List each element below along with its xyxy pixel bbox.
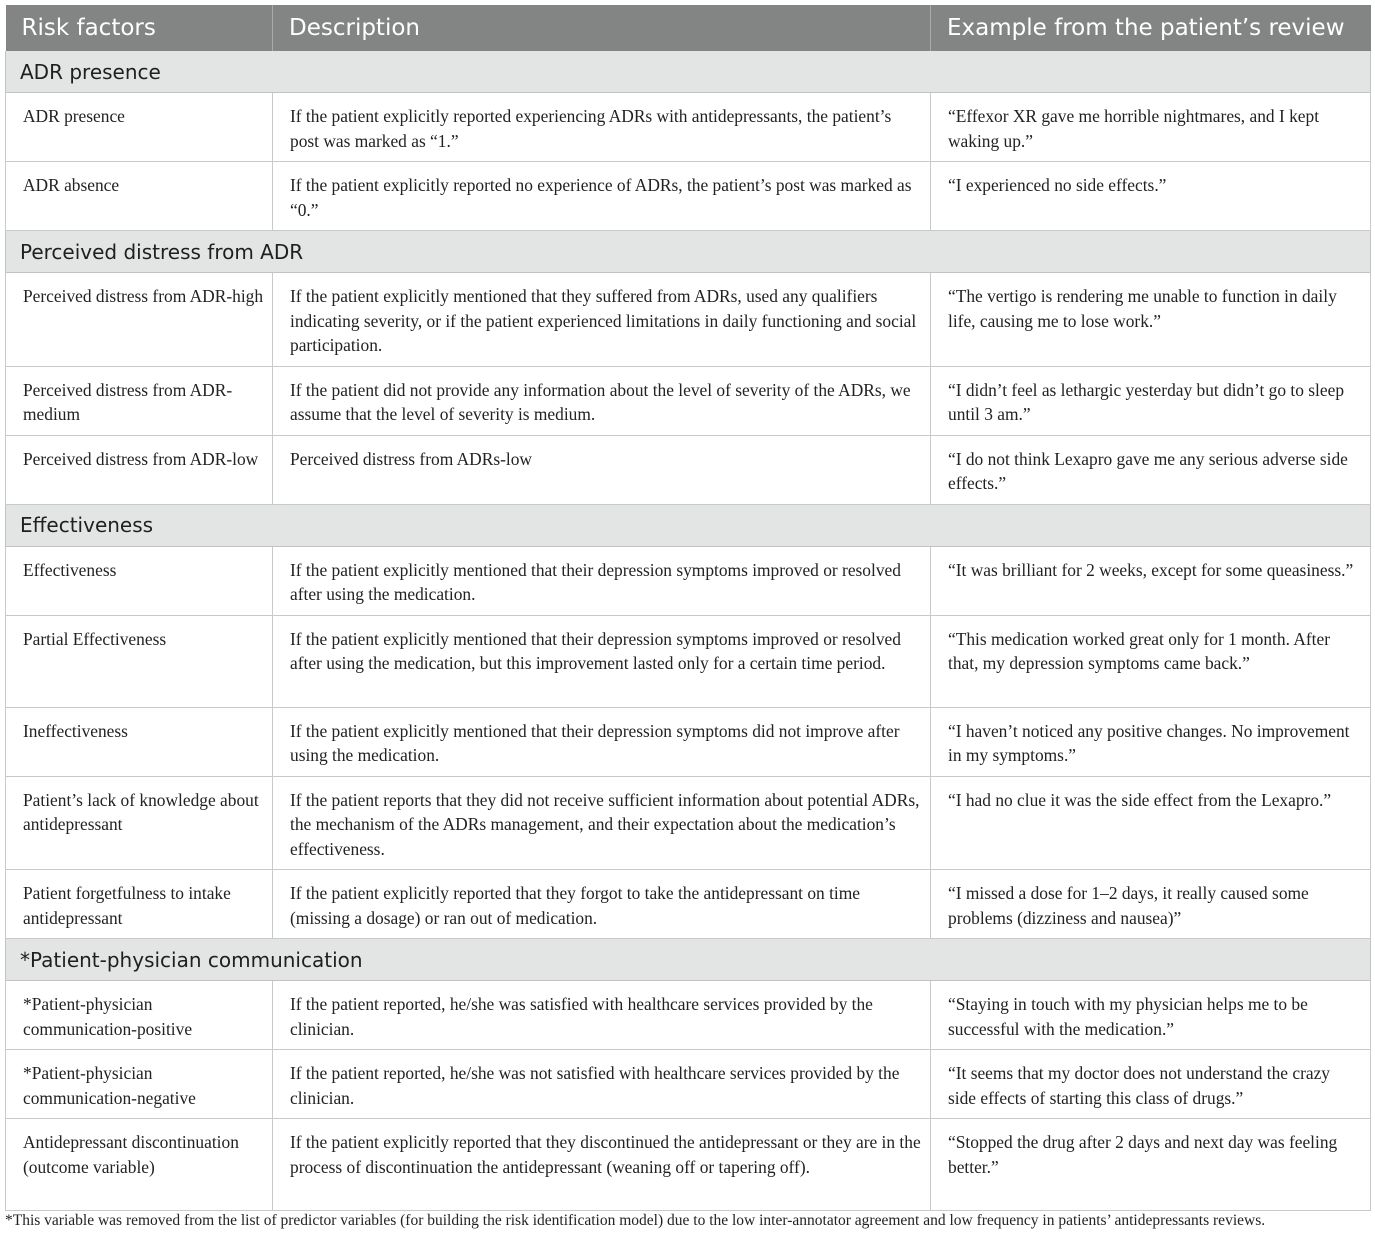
risk-factor-cell: Perceived distress from ADR-low <box>6 435 273 504</box>
risk-factor-cell: Ineffectiveness <box>6 707 273 776</box>
risk-factor-cell: Partial Effectiveness <box>6 615 273 707</box>
example-cell: “I experienced no side effects.” <box>931 162 1371 231</box>
description-cell: If the patient explicitly mentioned that they suffered from ADRs, used any qualifiers indicating severity, or if the patient experienced limitations in daily functioning and social participation. <box>273 273 931 367</box>
example-cell: “It seems that my doctor does not understand the crazy side effects of starting this class of drugs.” <box>931 1050 1371 1119</box>
table-row <box>6 707 1371 776</box>
description-cell: Perceived distress from ADRs-low <box>273 435 931 504</box>
description-cell: If the patient explicitly reported no experience of ADRs, the patient’s post was marked as “0.” <box>273 162 931 231</box>
example-cell: “The vertigo is rendering me unable to function in daily life, causing me to lose work.” <box>931 273 1371 367</box>
description-cell: If the patient reported, he/she was not satisfied with healthcare services provided by the clinician. <box>273 1050 931 1119</box>
risk-factor-cell: ADR presence <box>6 93 273 162</box>
example-cell: “Staying in touch with my physician helps me to be successful with the medication.” <box>931 981 1371 1050</box>
table-row <box>6 435 1371 504</box>
section-title: ADR presence <box>6 51 1371 93</box>
section-title: *Patient-physician communication <box>6 939 1371 981</box>
header-example: Example from the patient’s review <box>931 5 1371 51</box>
example-cell: “I haven’t noticed any positive changes. No improvement in my symptoms.” <box>931 707 1371 776</box>
description-cell: If the patient reported, he/she was satisfied with healthcare services provided by the clinician. <box>273 981 931 1050</box>
example-cell: “I didn’t feel as lethargic yesterday but didn’t go to sleep until 3 am.” <box>931 366 1371 435</box>
risk-factors-table <box>5 5 1371 1211</box>
example-cell: “This medication worked great only for 1 month. After that, my depression symptoms came back.” <box>931 615 1371 707</box>
table-row <box>6 162 1371 231</box>
section-row <box>6 939 1371 981</box>
risk-factors-table-container <box>5 5 1370 1211</box>
section-row <box>6 504 1371 546</box>
example-cell: “I had no clue it was the side effect from the Lexapro.” <box>931 776 1371 870</box>
table-row <box>6 870 1371 939</box>
risk-factor-cell: Perceived distress from ADR-medium <box>6 366 273 435</box>
header-risk-factors: Risk factors <box>6 5 273 51</box>
risk-factor-cell: Effectiveness <box>6 546 273 615</box>
risk-factor-cell: ADR absence <box>6 162 273 231</box>
description-cell: If the patient did not provide any information about the level of severity of the ADRs, we assume that the level of severity is medium. <box>273 366 931 435</box>
description-cell: If the patient explicitly mentioned that their depression symptoms improved or resolved after using the medication. <box>273 546 931 615</box>
description-cell: If the patient explicitly reported experiencing ADRs with antidepressants, the patient’s post was marked as “1.” <box>273 93 931 162</box>
example-cell: “I do not think Lexapro gave me any serious adverse side effects.” <box>931 435 1371 504</box>
example-cell: “It was brilliant for 2 weeks, except for some queasiness.” <box>931 546 1371 615</box>
description-cell: If the patient explicitly reported that they discontinued the antidepressant or they are in the process of discontinuation the antidepressant (weaning off or tapering off). <box>273 1119 931 1211</box>
table-row <box>6 273 1371 367</box>
table-header-row <box>6 5 1371 51</box>
table-footnote: *This variable was removed from the list of predictor variables (for building the risk identification model) due to the low inter-annotator agreement and low frequency in patients’ antidepressants reviews. <box>5 1212 1266 1229</box>
table-row <box>6 93 1371 162</box>
risk-factor-cell: Patient forgetfulness to intake antidepressant <box>6 870 273 939</box>
description-cell: If the patient explicitly mentioned that their depression symptoms did not improve after using the medication. <box>273 707 931 776</box>
risk-factor-cell: *Patient-physician communication-negative <box>6 1050 273 1119</box>
section-row <box>6 51 1371 93</box>
table-row <box>6 546 1371 615</box>
table-row <box>6 981 1371 1050</box>
section-row <box>6 231 1371 273</box>
table-row <box>6 1119 1371 1211</box>
risk-factor-cell: Perceived distress from ADR-high <box>6 273 273 367</box>
section-title: Effectiveness <box>6 504 1371 546</box>
table-row <box>6 366 1371 435</box>
description-cell: If the patient explicitly reported that they forgot to take the antidepressant on time (missing a dosage) or ran out of medication. <box>273 870 931 939</box>
risk-factor-cell: Antidepressant discontinuation (outcome variable) <box>6 1119 273 1211</box>
section-title: Perceived distress from ADR <box>6 231 1371 273</box>
example-cell: “I missed a dose for 1–2 days, it really caused some problems (dizziness and nausea)” <box>931 870 1371 939</box>
table-row <box>6 776 1371 870</box>
description-cell: If the patient reports that they did not receive sufficient information about potential ADRs, the mechanism of the ADRs management, and their expectation about the medication’s effectiveness. <box>273 776 931 870</box>
risk-factor-cell: Patient’s lack of knowledge about antidepressant <box>6 776 273 870</box>
example-cell: “Stopped the drug after 2 days and next day was feeling better.” <box>931 1119 1371 1211</box>
description-cell: If the patient explicitly mentioned that their depression symptoms improved or resolved after using the medication, but this improvement lasted only for a certain time period. <box>273 615 931 707</box>
risk-factor-cell: *Patient-physician communication-positive <box>6 981 273 1050</box>
example-cell: “Effexor XR gave me horrible nightmares, and I kept waking up.” <box>931 93 1371 162</box>
header-description: Description <box>273 5 931 51</box>
table-row <box>6 615 1371 707</box>
table-row <box>6 1050 1371 1119</box>
